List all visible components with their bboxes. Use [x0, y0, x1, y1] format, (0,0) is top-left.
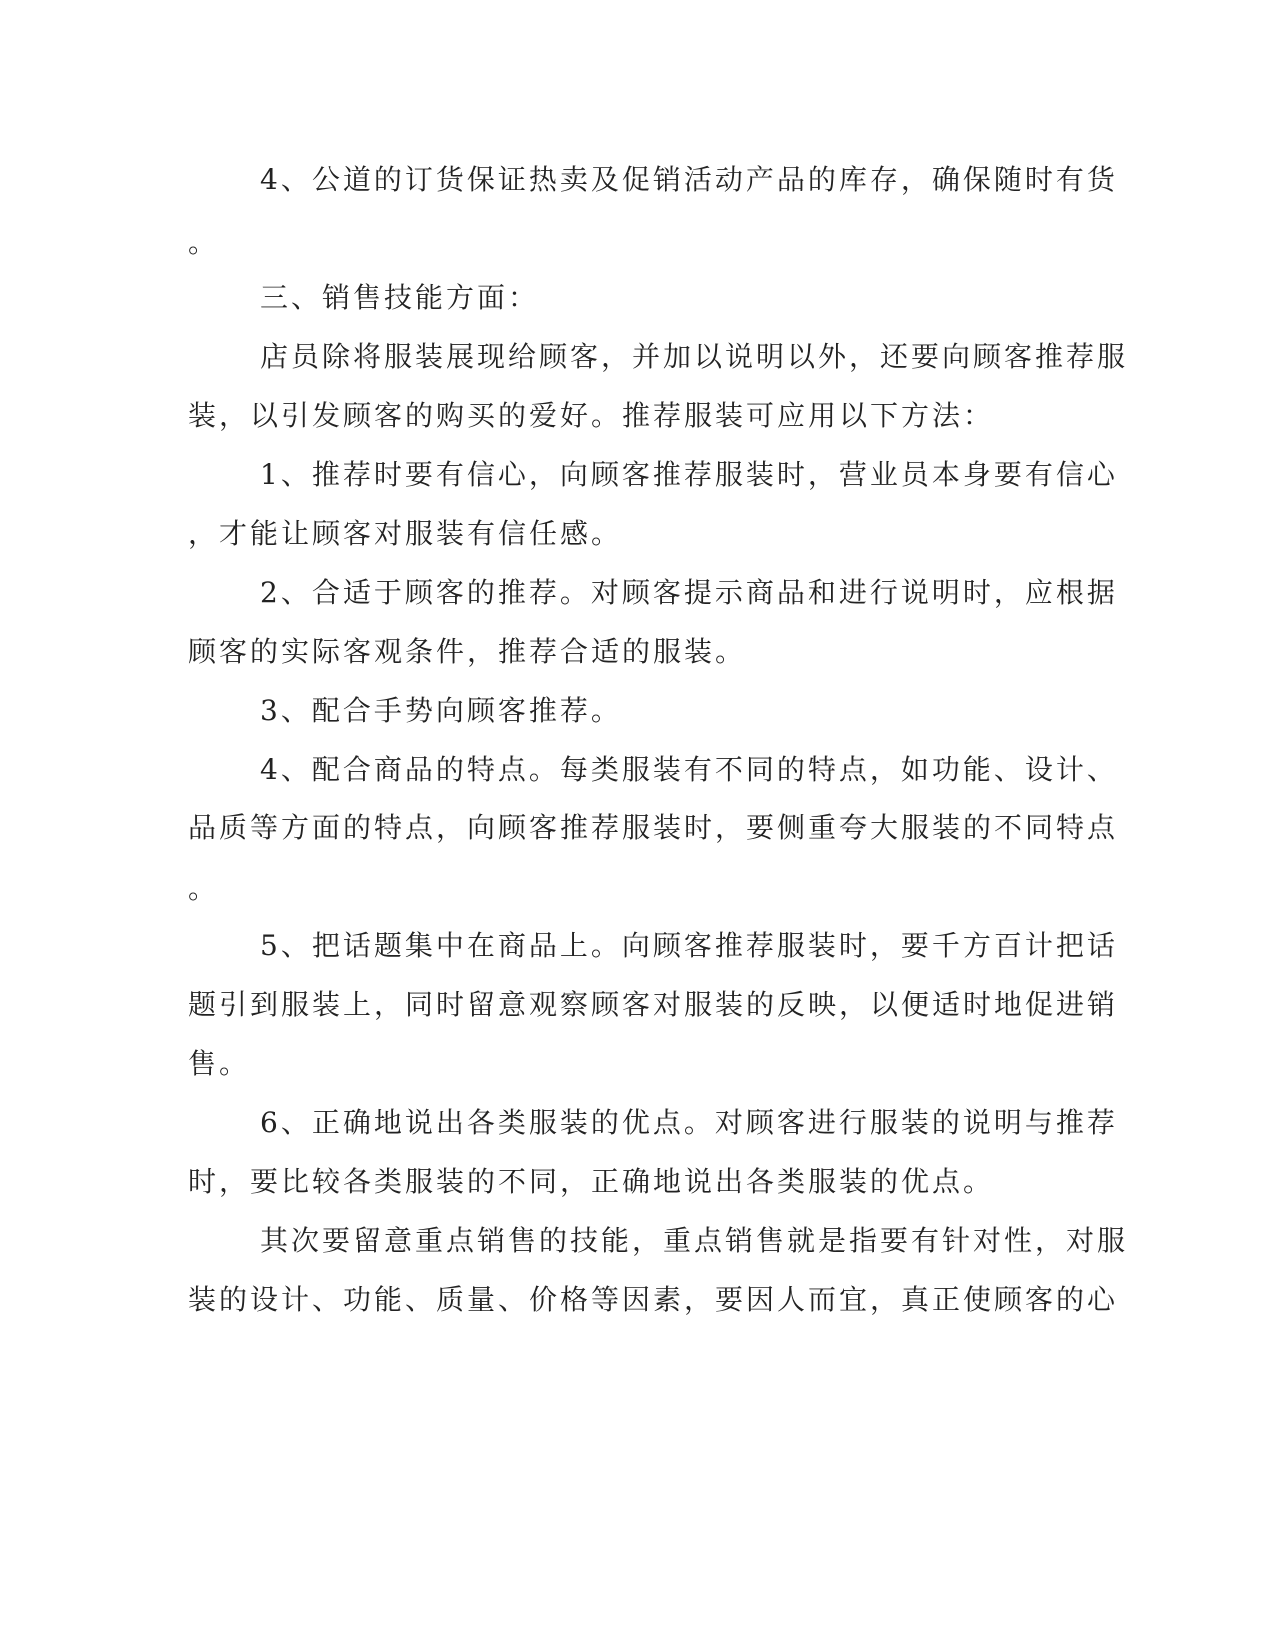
text-line: 4、公道的订货保证热卖及促销活动产品的库存，确保随时有货	[260, 163, 1118, 196]
text-line: 4、配合商品的特点。每类服装有不同的特点，如功能、设计、	[260, 753, 1118, 786]
text-line: 装的设计、功能、质量、价格等因素，要因人而宜，真正使顾客的心	[188, 1283, 1119, 1316]
text-line: 。	[188, 226, 220, 259]
text-line: 题引到服装上，同时留意观察顾客对服装的反映，以便适时地促进销	[188, 988, 1119, 1021]
text-line: 售。	[188, 1047, 251, 1080]
text-line: 其次要留意重点销售的技能，重点销售就是指要有针对性，对服	[260, 1224, 1129, 1257]
text-line: 6、正确地说出各类服装的优点。对顾客进行服装的说明与推荐	[260, 1106, 1118, 1139]
section-heading: 三、销售技能方面：	[260, 281, 540, 314]
text-line: 2、合适于顾客的推荐。对顾客提示商品和进行说明时，应根据	[260, 576, 1118, 609]
text-line: 顾客的实际客观条件，推荐合适的服装。	[188, 635, 747, 668]
text-line: 1、推荐时要有信心，向顾客推荐服装时，营业员本身要有信心	[260, 458, 1118, 491]
text-line: ，才能让顾客对服装有信任感。	[188, 517, 623, 550]
text-line: 品质等方面的特点，向顾客推荐服装时，要侧重夸大服装的不同特点	[188, 811, 1119, 844]
text-line: 装，以引发顾客的购买的爱好。推荐服装可应用以下方法：	[188, 399, 995, 432]
text-line: 3、配合手势向顾客推荐。	[260, 694, 622, 727]
text-line: 。	[188, 872, 220, 905]
text-line: 时，要比较各类服装的不同，正确地说出各类服装的优点。	[188, 1165, 995, 1198]
text-line: 5、把话题集中在商品上。向顾客推荐服装时，要千方百计把话	[260, 929, 1118, 962]
text-line: 店员除将服装展现给顾客，并加以说明以外，还要向顾客推荐服	[260, 340, 1129, 373]
